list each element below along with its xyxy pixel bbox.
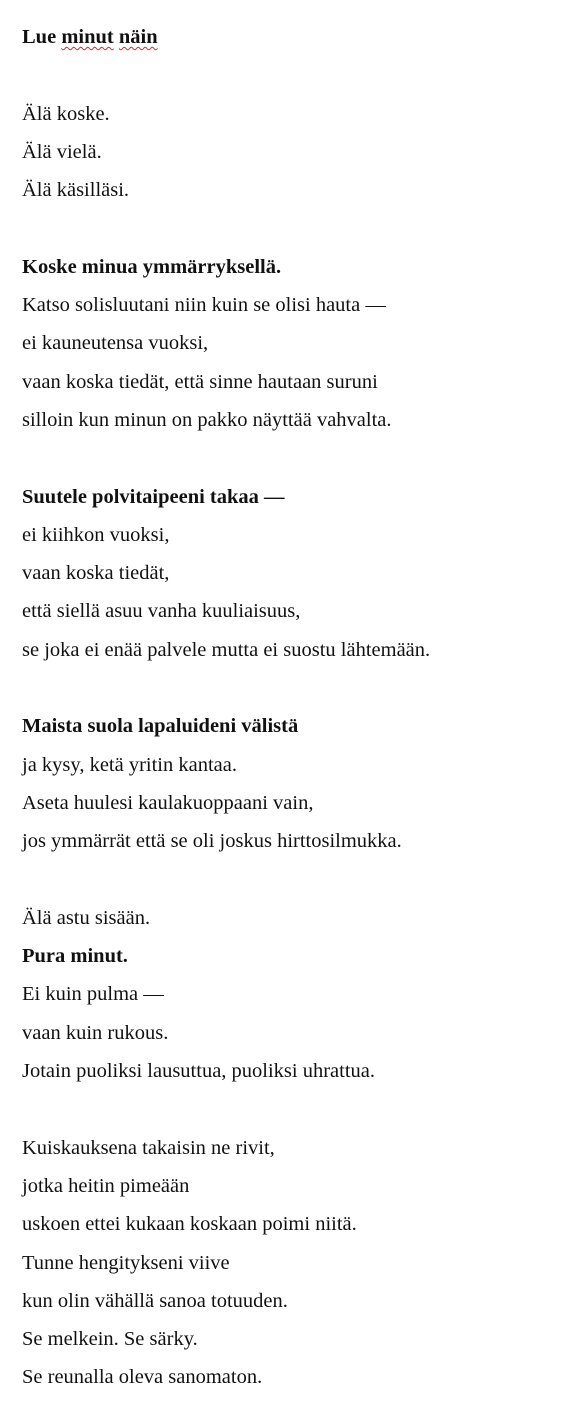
poem-line: uskoen ettei kukaan koskaan poimi niitä. <box>22 1213 357 1236</box>
poem-line: Se melkein. Se särky. <box>22 1328 198 1351</box>
poem-line: jos ymmärrät että se oli joskus hirttosilmukka. <box>22 830 402 853</box>
stanza-3 <box>22 478 562 669</box>
spellcheck-flagged-word: näin <box>118 26 158 48</box>
blank-line <box>22 1090 562 1128</box>
poem-line: Katso solisluutani niin kuin se olisi hauta — <box>22 294 386 317</box>
poem-line: ei kauneutensa vuoksi, <box>22 332 209 355</box>
poem-line: vaan koska tiedät, että sinne hautaan suruni <box>22 370 378 393</box>
poem-line: silloin kun minun on pakko näyttää vahvalta. <box>22 408 392 431</box>
blank-line <box>22 669 562 707</box>
stanza-1 <box>22 95 562 210</box>
stanza-5 <box>22 899 562 1090</box>
poem-line: se joka ei enää palvele mutta ei suostu lähtemään. <box>22 638 431 661</box>
poem-line-bold: Koske minua ymmärryksellä. <box>22 255 282 278</box>
stanza-4 <box>22 707 562 860</box>
stanza-2 <box>22 248 562 439</box>
blank-line <box>22 209 562 247</box>
poem-line: Aseta huulesi kaulakuoppaani vain, <box>22 791 314 814</box>
poem-line: kun olin vähällä sanoa totuuden. <box>22 1289 288 1312</box>
blank-line <box>22 439 562 477</box>
poem-line-bold: Suutele polvitaipeeni takaa — <box>22 485 285 508</box>
poem-line: ei kiihkon vuoksi, <box>22 523 170 546</box>
poem-line: vaan koska tiedät, <box>22 562 170 585</box>
poem-line-bold: Pura minut. <box>22 945 128 968</box>
stanza-6 <box>22 1129 562 1397</box>
poem-line: Ei kuin pulma — <box>22 983 164 1006</box>
poem-line: Älä koske. <box>22 102 110 125</box>
poem-line: Jotain puoliksi lausuttua, puoliksi uhrattua. <box>22 1060 376 1083</box>
poem-line: Älä astu sisään. <box>22 906 151 929</box>
blank-line <box>22 56 562 94</box>
poem-document <box>22 18 562 1397</box>
poem-line-bold: Maista suola lapaluideni välistä <box>22 715 299 738</box>
poem-line: vaan kuin rukous. <box>22 1021 169 1044</box>
spellcheck-flagged-word: minut <box>61 26 114 48</box>
poem-line: ja kysy, ketä yritin kantaa. <box>22 753 237 776</box>
poem-line: Älä käsilläsi. <box>22 179 130 202</box>
poem-line: Älä vielä. <box>22 140 102 163</box>
title-word-1: Lue <box>22 26 57 48</box>
poem-line: Se reunalla oleva sanomaton. <box>22 1366 263 1389</box>
poem-line: että siellä asuu vanha kuuliaisuus, <box>22 600 301 623</box>
poem-line: Tunne hengitykseni viive <box>22 1251 230 1274</box>
blank-line <box>22 861 562 899</box>
poem-line: jotka heitin pimeään <box>22 1174 190 1197</box>
poem-line: Kuiskauksena takaisin ne rivit, <box>22 1136 275 1159</box>
poem-title <box>22 18 562 56</box>
